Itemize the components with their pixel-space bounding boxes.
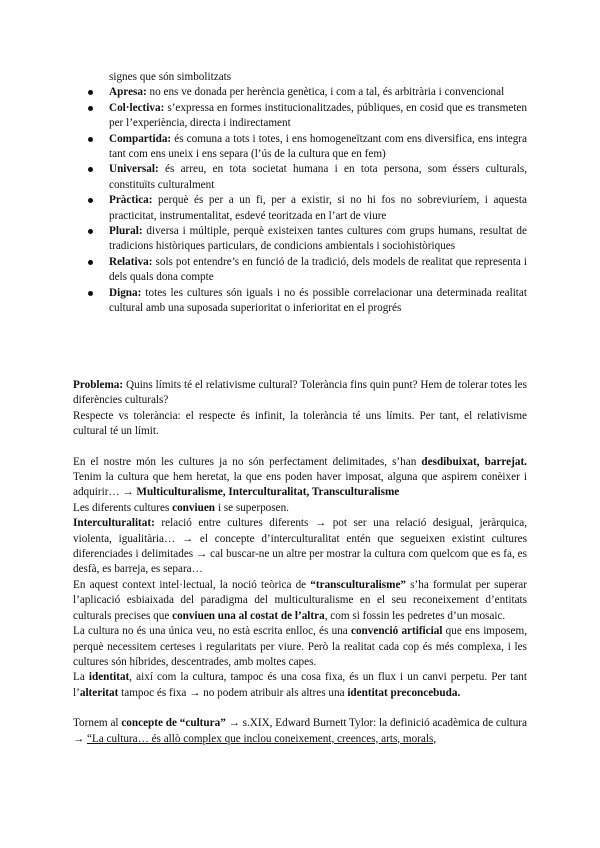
- paragraph-convention: La cultura no és una única veu, no està escrita enlloc, és una convenció artificial que ens imposem, perquè necessitem certeses i regularitats per viure. Però la realitat cada cop és més complexa, i les cultures són híbrides, descentrades, amb moltes capes.: [73, 625, 528, 668]
- bullet-dot-icon: [88, 137, 93, 142]
- bullet-term: Relativa:: [109, 255, 153, 268]
- tylor-quote: “La cultura… és allò complex que inclou coneixement, creences, arts, morals,: [86, 732, 437, 745]
- body-section: [73, 378, 527, 747]
- bullet-dot-icon: [88, 167, 93, 172]
- bullet-item: [73, 255, 527, 286]
- paragraph-interculturality: Interculturalitat: relació entre cultures diferents → pot ser una relació desigual, jeràrquica, violenta, igualitària… → el concepte d’interculturalitat entén que segueixen existint cultures diferenciades i delimitades → cal buscar-ne un altre per mostrar la cultura com quelcom que es fa, es desfà, es barreja, es separa…: [73, 517, 527, 576]
- bullet-term: Universal:: [109, 163, 159, 176]
- bullet-dot-icon: [88, 229, 93, 234]
- paragraph-tylor: Tornem al concepte de “cultura” → s.XIX, Edward Burnett Tylor: la definició acadèmica de cultura → “La cultura… és allò complex que inclou coneixement, creences, arts, morals,: [73, 717, 527, 745]
- paragraph-multiculturalism: En el nostre món les cultures ja no són perfectament delimitades, s’han desdibuixat, barrejat. Tenim la cultura que hem heretat, la que ens poden haver imposat, alguna que aspirem conèixer i adquirir… → Multiculturalisme, Interculturalitat, Transculturalisme: [73, 455, 527, 499]
- bullet-text: totes les cultures són iguals i no és possible correlacionar una determinada realitat cultural amb una suposada superioritat o inferioritat en el progrés: [109, 286, 527, 315]
- bullet-dot-icon: [88, 90, 93, 95]
- bullet-item: [73, 132, 527, 163]
- bullet-item: [73, 286, 527, 317]
- bullet-dot-icon: [88, 106, 93, 111]
- bullet-item: [73, 101, 527, 132]
- bullet-term: Col·lectiva:: [109, 101, 165, 114]
- paragraph-coexist: Les diferents cultures conviuen i se superposen.: [73, 501, 289, 514]
- bullet-text: és comuna a tots i totes, i ens homogeneïtzant com ens diversifica, ens integra tant com ens uneix i ens separa (l’ús de la cultura que en fem): [109, 132, 527, 161]
- bullet-text: no ens ve donada per herència genètica, i com a tal, és arbitrària i convencional: [146, 86, 505, 99]
- characteristics-list: [73, 85, 527, 316]
- bullet-item: [73, 85, 527, 100]
- bullet-text: és arreu, en tota societat humana i en tota persona, som éssers culturals, constituïts culturalment: [109, 163, 527, 191]
- bullet-term: Pràctica:: [109, 194, 153, 207]
- bullet-dot-icon: [88, 291, 93, 296]
- bullet-term: Compartida:: [109, 132, 172, 145]
- paragraph-transculturalism: En aquest context intel·lectual, la noció teòrica de “transculturalisme” s’ha formulat per superar l’aplicació esbiaixada del paradigma del multiculturalisme en el seu reconeixement d’entitats culturals precises que conviuen una al costat de l’altra, com si fossin les pedretes d’un mosaic.: [73, 578, 527, 622]
- bullet-item: [73, 224, 527, 255]
- bullet-continuation: signes que són simbolitzats: [109, 71, 232, 83]
- bullet-term: Digna:: [109, 286, 142, 299]
- bullet-text: s’expressa en formes institucionalitzades, públiques, en cosid que es transmeten per l’experiència, directa i indirectament: [109, 101, 527, 130]
- problem-answer: Respecte vs tolerància: el respecte és infinit, la tolerància té uns límits. Per tant, el relativisme cultural té un límit.: [73, 409, 527, 438]
- bullet-dot-icon: [88, 260, 93, 265]
- bullet-item: [73, 193, 527, 224]
- characteristics-section: [73, 70, 527, 317]
- bullet-dot-icon: [88, 198, 93, 203]
- bullet-text: diversa i múltiple, perquè existeixen tantes cultures com grups humans, resultat de tradicions històriques particulars, de condicions ambientals i sociohistòriques: [109, 225, 527, 253]
- bullet-term: Plural:: [109, 225, 143, 238]
- problem-question: Problema: Quins límits té el relativisme cultural? Tolerància fins quin punt? Hem de tolerar totes les diferències culturals?: [73, 379, 527, 407]
- bullet-item: [73, 162, 527, 193]
- bullet-term: Apresa:: [109, 86, 147, 99]
- bullet-text: sols pot entendre’s en funció de la tradició, dels models de realitat que representa i dels quals dona compte: [109, 255, 527, 284]
- paragraph-identity: La identitat, així com la cultura, tampoc és una cosa fixa, és un flux i un canvi perpetu. Per tant l’alteritat tampoc és fixa → no podem atribuir als altres una identitat preconcebuda.: [73, 671, 527, 699]
- bullet-text: perquè és per a un fi, per a existir, si no hi fos no sobreviuríem, i aquesta practicitat, instrumentalitat, esdevé teoritzada en l’art de viure: [109, 194, 527, 222]
